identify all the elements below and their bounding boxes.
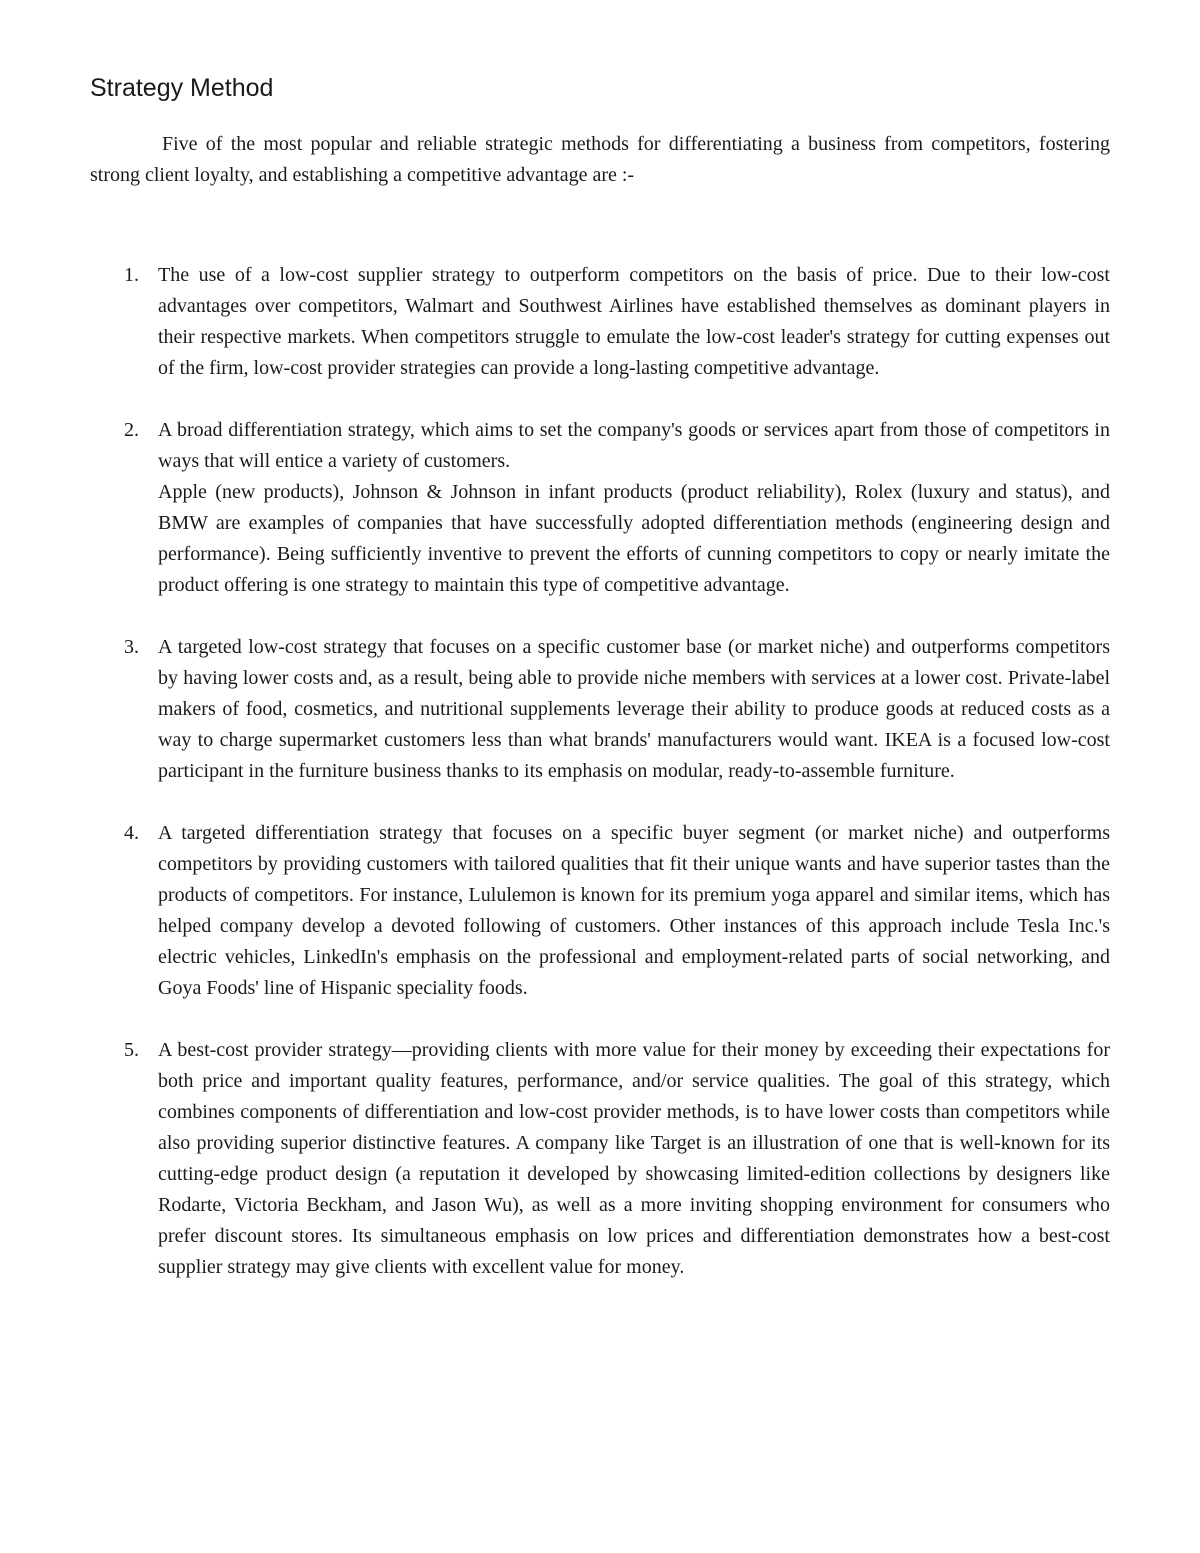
list-item-body: [158, 260, 1110, 384]
list-item: [90, 415, 1110, 601]
list-item: [90, 818, 1110, 1004]
list-item-paragraph: The use of a low-cost supplier strategy to outperform competitors on the basis of price. Due to their low-cost advantages over competitors, Walmart and Southwest Airlines have established themselves as dominant players in their respective markets. When competitors struggle to emulate the low-cost leader's strategy for cutting expenses out of the firm, low-cost provider strategies can provide a long-lasting competitive advantage.: [158, 264, 1110, 379]
list-item-paragraph: A targeted low-cost strategy that focuses on a specific customer base (or market niche) and outperforms competitors by having lower costs and, as a result, being able to provide niche members with services at a lower cost. Private-label makers of food, cosmetics, and nutritional supplements leverage their ability to produce goods at reduced costs as a way to charge supermarket customers less than what brands' manufacturers would want. IKEA is a focused low-cost participant in the furniture business thanks to its emphasis on modular, ready-to-assemble furniture.: [158, 636, 1110, 782]
list-item-body: [158, 632, 1110, 787]
list-item: [90, 1035, 1110, 1283]
list-item-number: 3.: [124, 636, 139, 658]
list-item-body: [158, 818, 1110, 1004]
strategy-list: [90, 260, 1110, 1283]
list-item-number: 4.: [124, 822, 139, 844]
list-item-body: [158, 1035, 1110, 1283]
list-item: [90, 632, 1110, 787]
document-page: [90, 68, 1110, 1314]
page-title: Strategy Method: [90, 74, 274, 102]
list-item-number: 2.: [124, 419, 139, 441]
list-item-paragraph: Apple (new products), Johnson & Johnson in infant products (product reliability), Rolex (luxury and status), and BMW are examples of companies that have successfully adopted differentiation methods (engineering design and performance). Being sufficiently inventive to prevent the efforts of cunning competitors to copy or nearly imitate the product offering is one strategy to maintain this type of competitive advantage.: [158, 481, 1110, 596]
list-item-paragraph: A best-cost provider strategy—providing clients with more value for their money by exceeding their expectations for both price and important quality features, performance, and/or service qualities. The goal of this strategy, which combines components of differentiation and low-cost provider methods, is to have lower costs than competitors while also providing superior distinctive features. A company like Target is an illustration of one that is well-known for its cutting-edge product design (a reputation it developed by showcasing limited-edition collections by designers like Rodarte, Victoria Beckham, and Jason Wu), as well as a more inviting shopping environment for consumers who prefer discount stores. Its simultaneous emphasis on low prices and differentiation demonstrates how a best-cost supplier strategy may give clients with excellent value for money.: [158, 1039, 1110, 1278]
list-item-number: 1.: [124, 264, 139, 286]
list-item-number: 5.: [124, 1039, 139, 1061]
list-item: [90, 260, 1110, 384]
list-item-body: [158, 415, 1110, 601]
intro-paragraph: Five of the most popular and reliable strategic methods for differentiating a business from competitors, fostering strong client loyalty, and establishing a competitive advantage are :-: [90, 133, 1110, 186]
list-item-paragraph: A broad differentiation strategy, which aims to set the company's goods or services apart from those of competitors in ways that will entice a variety of customers.: [158, 419, 1110, 472]
list-item-paragraph: A targeted differentiation strategy that focuses on a specific buyer segment (or market niche) and outperforms competitors by providing customers with tailored qualities that fit their unique wants and have superior tastes than the products of competitors. For instance, Lululemon is known for its premium yoga apparel and similar items, which has helped company develop a devoted following of customers. Other instances of this approach include Tesla Inc.'s electric vehicles, LinkedIn's emphasis on the professional and employment-related parts of social networking, and Goya Foods' line of Hispanic speciality foods.: [158, 822, 1110, 999]
